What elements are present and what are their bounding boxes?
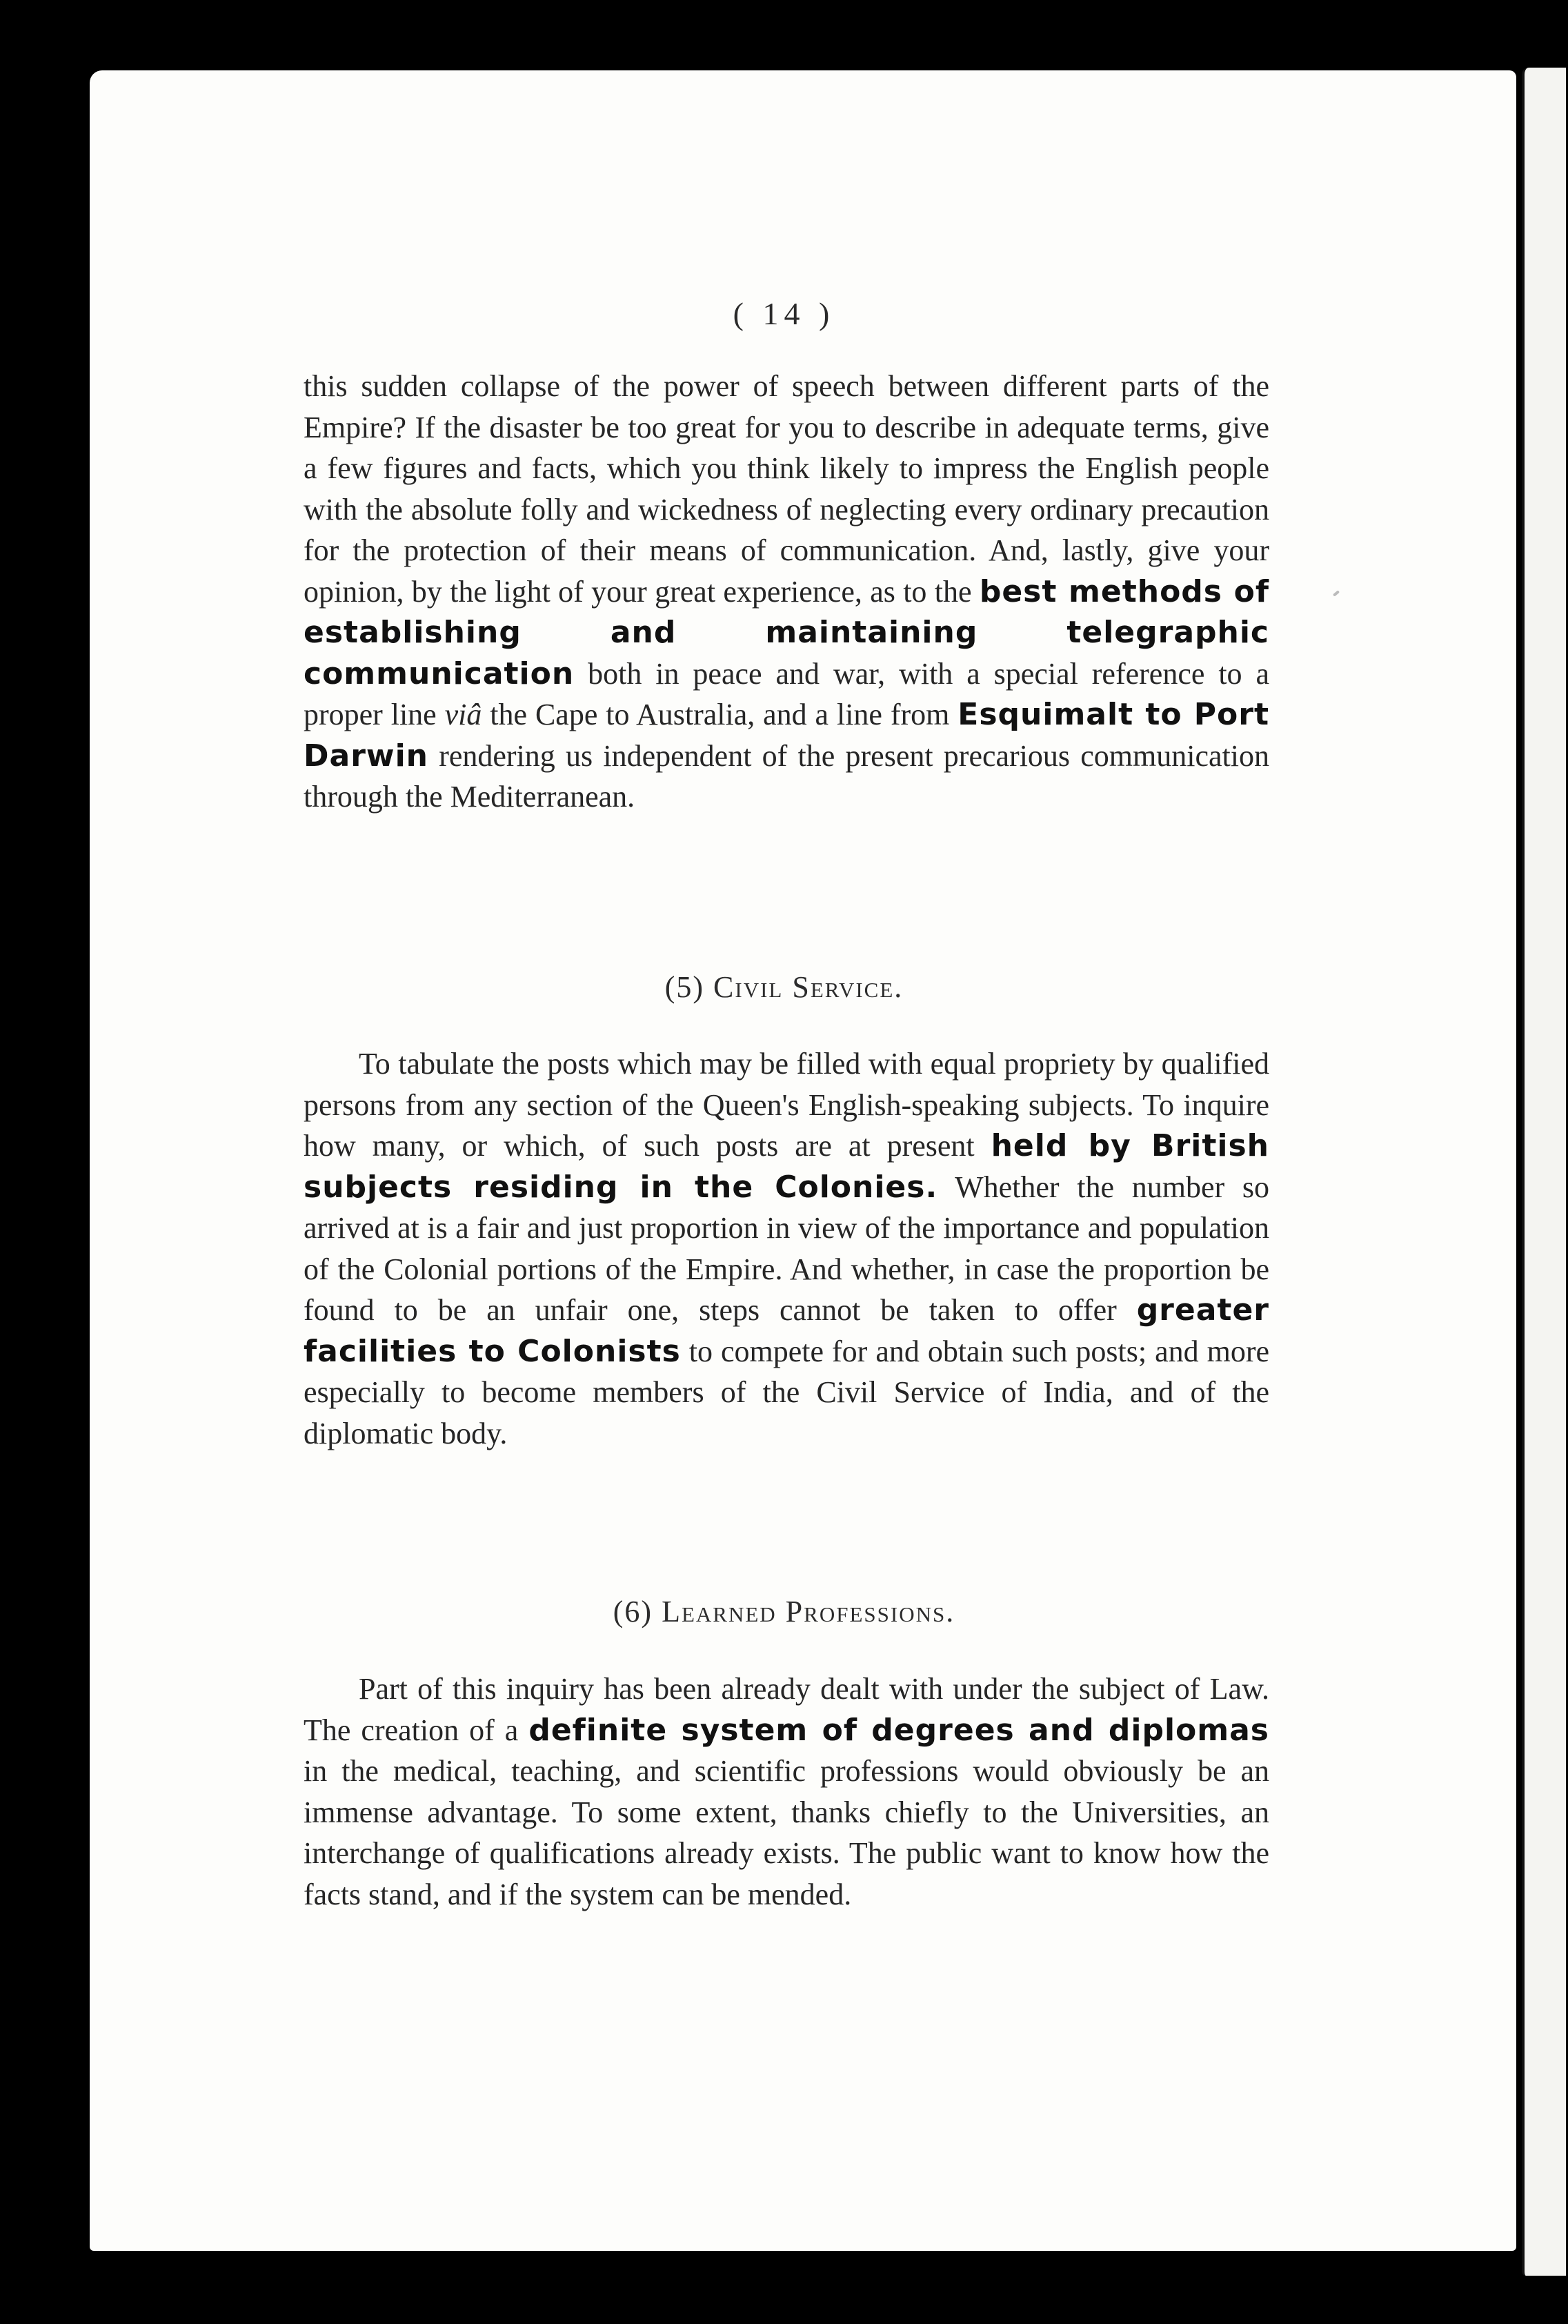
page-number: ( 14 ) [733,296,835,331]
emphasis-colonists: greater facilities to Colonists [304,1292,1269,1369]
emphasis-telegraph-methods: best methods of establishing and maintaining telegraphic communication [304,573,1270,691]
paragraph-telegraph: this sudden collapse of the power of speech between different parts of the Empire? If the disaster be too great for you to describe in adequate terms, give a few figures and facts, which you think likely to impress the English people with the absolute folly and wickedness of neglecting every ordinary precaution for the protection of their means of communication. And, lastly, give your opinion, by the light of your great experience, as to the best methods of establishing and maintaining telegraphic communication both in peace and war, with a special reference to a proper line viâ the Cape to Australia, and a line from Esquimalt to Port Darwin rendering us independent of the present precarious communication through the Mediterranean. [304,369,1270,814]
section-heading-learned-professions: (6) Learned Professions. [613,1595,955,1628]
emphasis-degrees-diplomas: definite system of degrees and diplomas [528,1712,1270,1748]
section-heading-civil-service: (5) Civil Service. [664,970,904,1004]
emphasis-british-subjects: held by British subjects residing in the Colonies. [304,1128,1269,1205]
paragraph-learned-professions: Part of this inquiry has been already dealt with under the subject of Law. The creation of a definite system of degrees and diplomas in the medical, teaching, and scientific professions would obviously be an immense advantage. To some extent, thanks chiefly to the Universities, an interchange of qualifications already exists. The public want to know how the facts stand, and if the system can be mended. [304,1672,1270,1911]
emphasis-esquimalt-darwin: Esquimalt to Port Darwin [304,697,1270,774]
paragraph-civil-service: To tabulate the posts which may be filled with equal propriety by qualified persons from any section of the Queen's English-speaking subjects. To inquire how many, or which, of such posts are at present held by British subjects residing in the Colonies. Whether the number so arrived at is a fair and just proportion in view of the importance and population of the Colonial portions of the Empire. And whether, in case the proportion be found to be an unfair one, steps cannot be taken to offer greater facilities to Colonists to compete for and obtain such posts; and more especially to become members of the Civil Service of India, and of the diplomatic body. [304,1047,1270,1450]
facing-page-edge [1522,68,1566,2276]
